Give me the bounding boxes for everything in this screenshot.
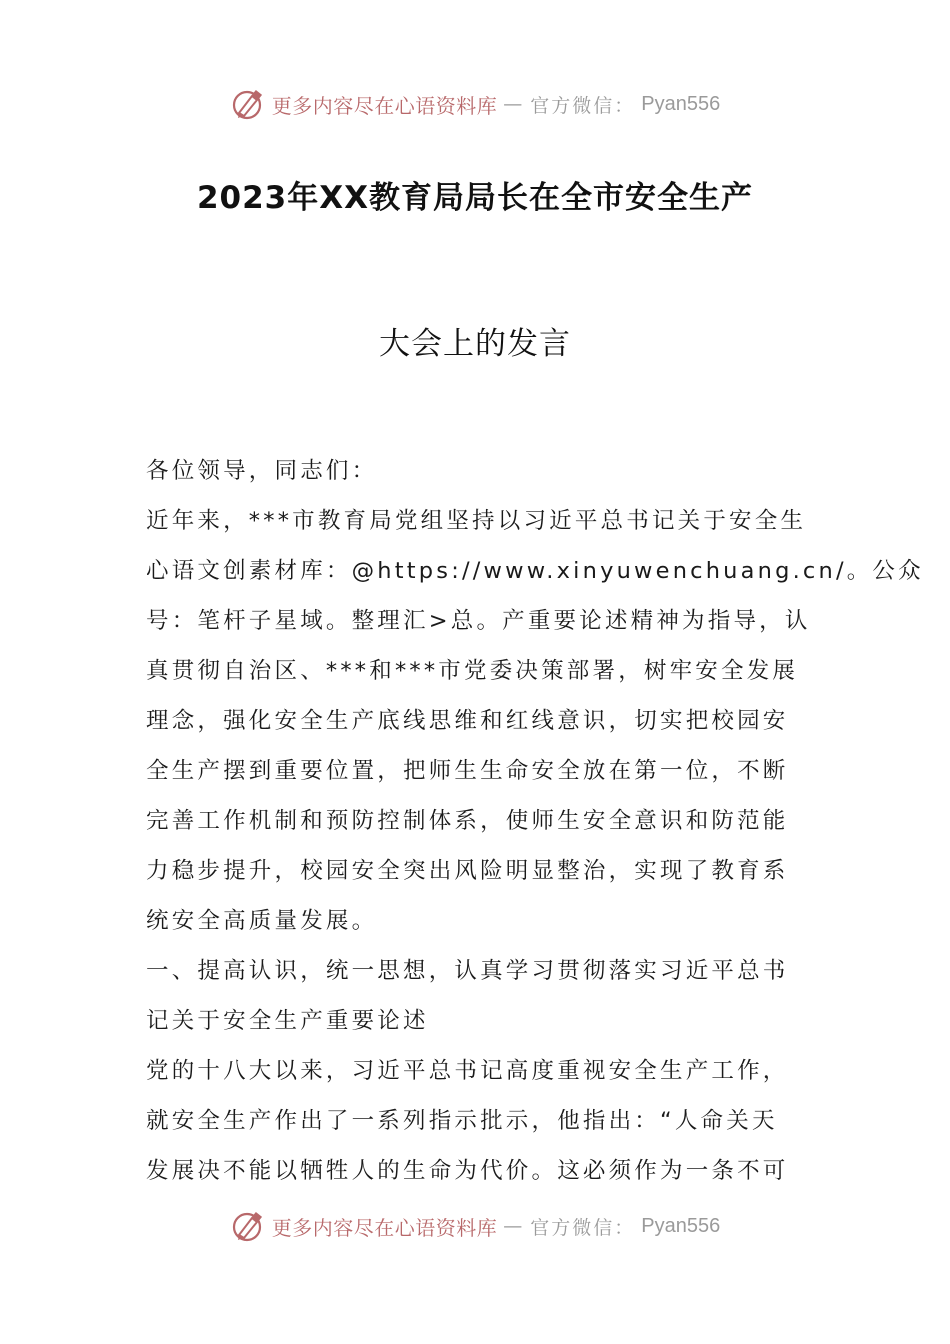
- body-line: 就安全生产作出了一系列指示批示，他指出：“人命关天: [146, 1108, 778, 1134]
- body-line: 发展决不能以牺牲人的生命为代价。这必须作为一条不可: [146, 1158, 789, 1184]
- body-line: 全生产摆到重要位置，把师生生命安全放在第一位，不断: [146, 758, 789, 784]
- banner-wechat-id: Pyan556: [641, 1214, 721, 1237]
- body-line: 真贯彻自治区、***和***市党委决策部署，树牢安全发展: [146, 658, 799, 684]
- body-line: 近年来，***市教育局党组坚持以习近平总书记关于安全生: [146, 508, 807, 534]
- body-line: 一、提高认识，统一思想，认真学习贯彻落实习近平总书: [146, 958, 789, 984]
- body-line: 力稳步提升，校园安全突出风险明显整治，实现了教育系: [146, 858, 789, 884]
- header-watermark-banner: [0, 82, 950, 126]
- body-line: 号：笔杆子星域。整理汇>总。产重要论述精神为指导，认: [146, 608, 811, 634]
- banner-wechat-id: Pyan556: [641, 92, 721, 115]
- banner-sub-text: 官方微信：: [530, 94, 636, 117]
- body-line: 理念，强化安全生产底线思维和红线意识，切实把校园安: [146, 708, 789, 734]
- document-title-line-2: 大会上的发言: [379, 326, 571, 362]
- banner-main-text: 更多内容尽在心语资料库: [271, 1215, 498, 1240]
- body-line: 记关于安全生产重要论述: [146, 1008, 429, 1034]
- body-line: 各位领导，同志们：: [146, 458, 378, 484]
- pen-nib-logo-icon: [230, 86, 266, 122]
- banner-sub-text: 官方微信：: [530, 1216, 636, 1239]
- document-body: [146, 446, 924, 1196]
- banner-main-text: 更多内容尽在心语资料库: [271, 93, 498, 118]
- footer-watermark-banner: [0, 1204, 950, 1248]
- banner-separator: —: [503, 93, 525, 115]
- body-line: 统安全高质量发展。: [146, 908, 378, 934]
- document-title-line-1: 2023年XX教育局局长在全市安全生产: [196, 180, 754, 216]
- body-line: 心语文创素材库：@https://www.xinyuwenchuang.cn/。公众: [146, 558, 924, 584]
- body-line: 党的十八大以来，习近平总书记高度重视安全生产工作，: [146, 1058, 789, 1084]
- body-line: 完善工作机制和预防控制体系，使师生安全意识和防范能: [146, 808, 789, 834]
- pen-nib-logo-icon: [230, 1208, 266, 1244]
- banner-separator: —: [503, 1215, 525, 1237]
